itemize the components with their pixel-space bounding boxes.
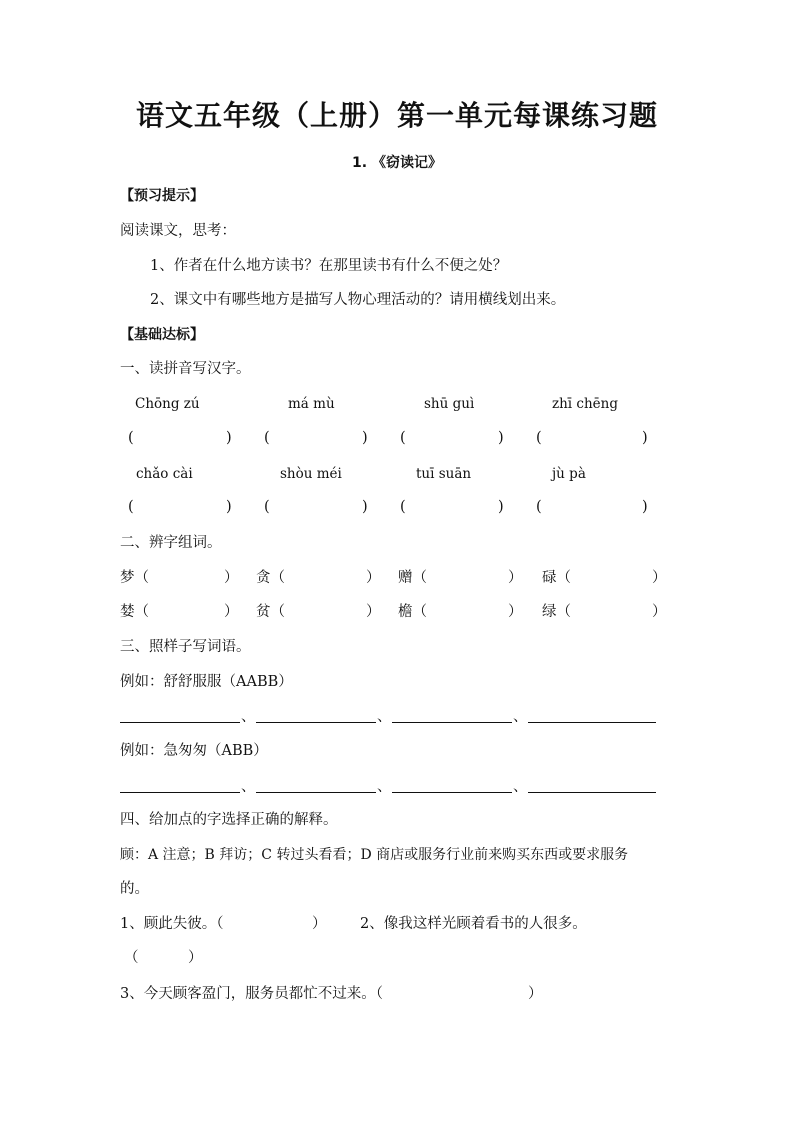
question-2-paren-close: ） (188, 950, 203, 966)
char-group-close: ） (224, 604, 239, 620)
question-1-close: ） (312, 916, 327, 932)
char-group-open: 檐（ (398, 604, 427, 620)
answer-paren-open: ( (536, 430, 542, 446)
answer-line[interactable] (256, 792, 376, 793)
pinyin-8: jù pà (552, 466, 586, 482)
question-3-close: ） (528, 986, 543, 1002)
answer-line[interactable] (120, 722, 240, 723)
section-2-title: 二、辨字组词。 (120, 535, 222, 551)
separator: 、 (377, 779, 392, 795)
preview-intro: 阅读课文，思考： (120, 223, 236, 239)
section-3-title: 三、照样子写词语。 (120, 639, 251, 655)
separator: 、 (241, 709, 256, 725)
lesson-subtitle: 1. 《窃读记》 (352, 155, 442, 171)
example-aabb: 例如：舒舒服服（AABB） (120, 674, 293, 690)
char-group-close: ） (366, 570, 381, 586)
char-group-close: ） (224, 570, 239, 586)
definition-line-2: 的。 (120, 881, 149, 897)
answer-line[interactable] (528, 722, 656, 723)
char-group-open: 婪（ (120, 604, 149, 620)
char-group-open: 绿（ (542, 604, 571, 620)
pinyin-3: shū guì (424, 396, 475, 412)
answer-paren-close: ) (498, 430, 504, 446)
char-group-close: ） (366, 604, 381, 620)
pinyin-7: tuī suān (416, 466, 472, 482)
question-2: 2、像我这样光顾着看书的人很多。 (360, 916, 587, 932)
preview-question-2: 2、课文中有哪些地方是描写人物心理活动的？请用横线划出来。 (150, 292, 566, 308)
answer-line[interactable] (392, 792, 512, 793)
basic-heading: 【基础达标】 (120, 327, 204, 343)
char-group-close: ） (652, 570, 667, 586)
pinyin-2: má mù (288, 396, 335, 412)
separator: 、 (241, 779, 256, 795)
separator: 、 (377, 709, 392, 725)
question-2-paren-open: （ (124, 950, 139, 966)
pinyin-5: chǎo cài (136, 466, 193, 482)
answer-paren-open: ( (536, 499, 542, 515)
preview-question-1: 1、作者在什么地方读书？在那里读书有什么不便之处？ (150, 258, 508, 274)
answer-line[interactable] (120, 792, 240, 793)
answer-paren-open: ( (264, 499, 270, 515)
char-group-open: 梦（ (120, 570, 149, 586)
char-group-close: ） (508, 604, 523, 620)
pinyin-6: shòu méi (280, 466, 342, 482)
pinyin-4: zhī chēng (552, 396, 618, 412)
char-group-open: 贪（ (256, 570, 285, 586)
char-group-open: 贫（ (256, 604, 285, 620)
question-1: 1、顾此失彼。（ (120, 916, 224, 932)
answer-line[interactable] (256, 722, 376, 723)
example-abb: 例如：急匆匆（ABB） (120, 743, 268, 759)
answer-line[interactable] (392, 722, 512, 723)
page-title: 语文五年级（上册）第一单元每课练习题 (135, 99, 658, 132)
answer-paren-open: ( (400, 430, 406, 446)
preview-heading: 【预习提示】 (120, 188, 204, 204)
separator: 、 (513, 779, 528, 795)
answer-paren-open: ( (128, 430, 134, 446)
char-group-open: 赠（ (398, 570, 427, 586)
pinyin-1: Chōng zú (135, 396, 200, 412)
section-1-title: 一、读拼音写汉字。 (120, 361, 251, 377)
answer-paren-open: ( (400, 499, 406, 515)
question-3: 3、今天顾客盈门，服务员都忙不过来。（ (120, 986, 383, 1002)
answer-paren-close: ) (226, 499, 232, 515)
section-4-title: 四、给加点的字选择正确的解释。 (120, 812, 338, 828)
char-group-close: ） (508, 570, 523, 586)
char-group-open: 碌（ (542, 570, 571, 586)
definition-line-1: 顾：A 注意；B 拜访；C 转过头看看；D 商店或服务行业前来购买东西或要求服务 (120, 847, 629, 863)
answer-paren-close: ) (498, 499, 504, 515)
answer-paren-close: ) (362, 430, 368, 446)
answer-paren-close: ) (362, 499, 368, 515)
char-group-close: ） (652, 604, 667, 620)
answer-paren-close: ) (642, 430, 648, 446)
separator: 、 (513, 709, 528, 725)
answer-paren-close: ) (226, 430, 232, 446)
answer-paren-open: ( (128, 499, 134, 515)
answer-line[interactable] (528, 792, 656, 793)
answer-paren-open: ( (264, 430, 270, 446)
answer-paren-close: ) (642, 499, 648, 515)
